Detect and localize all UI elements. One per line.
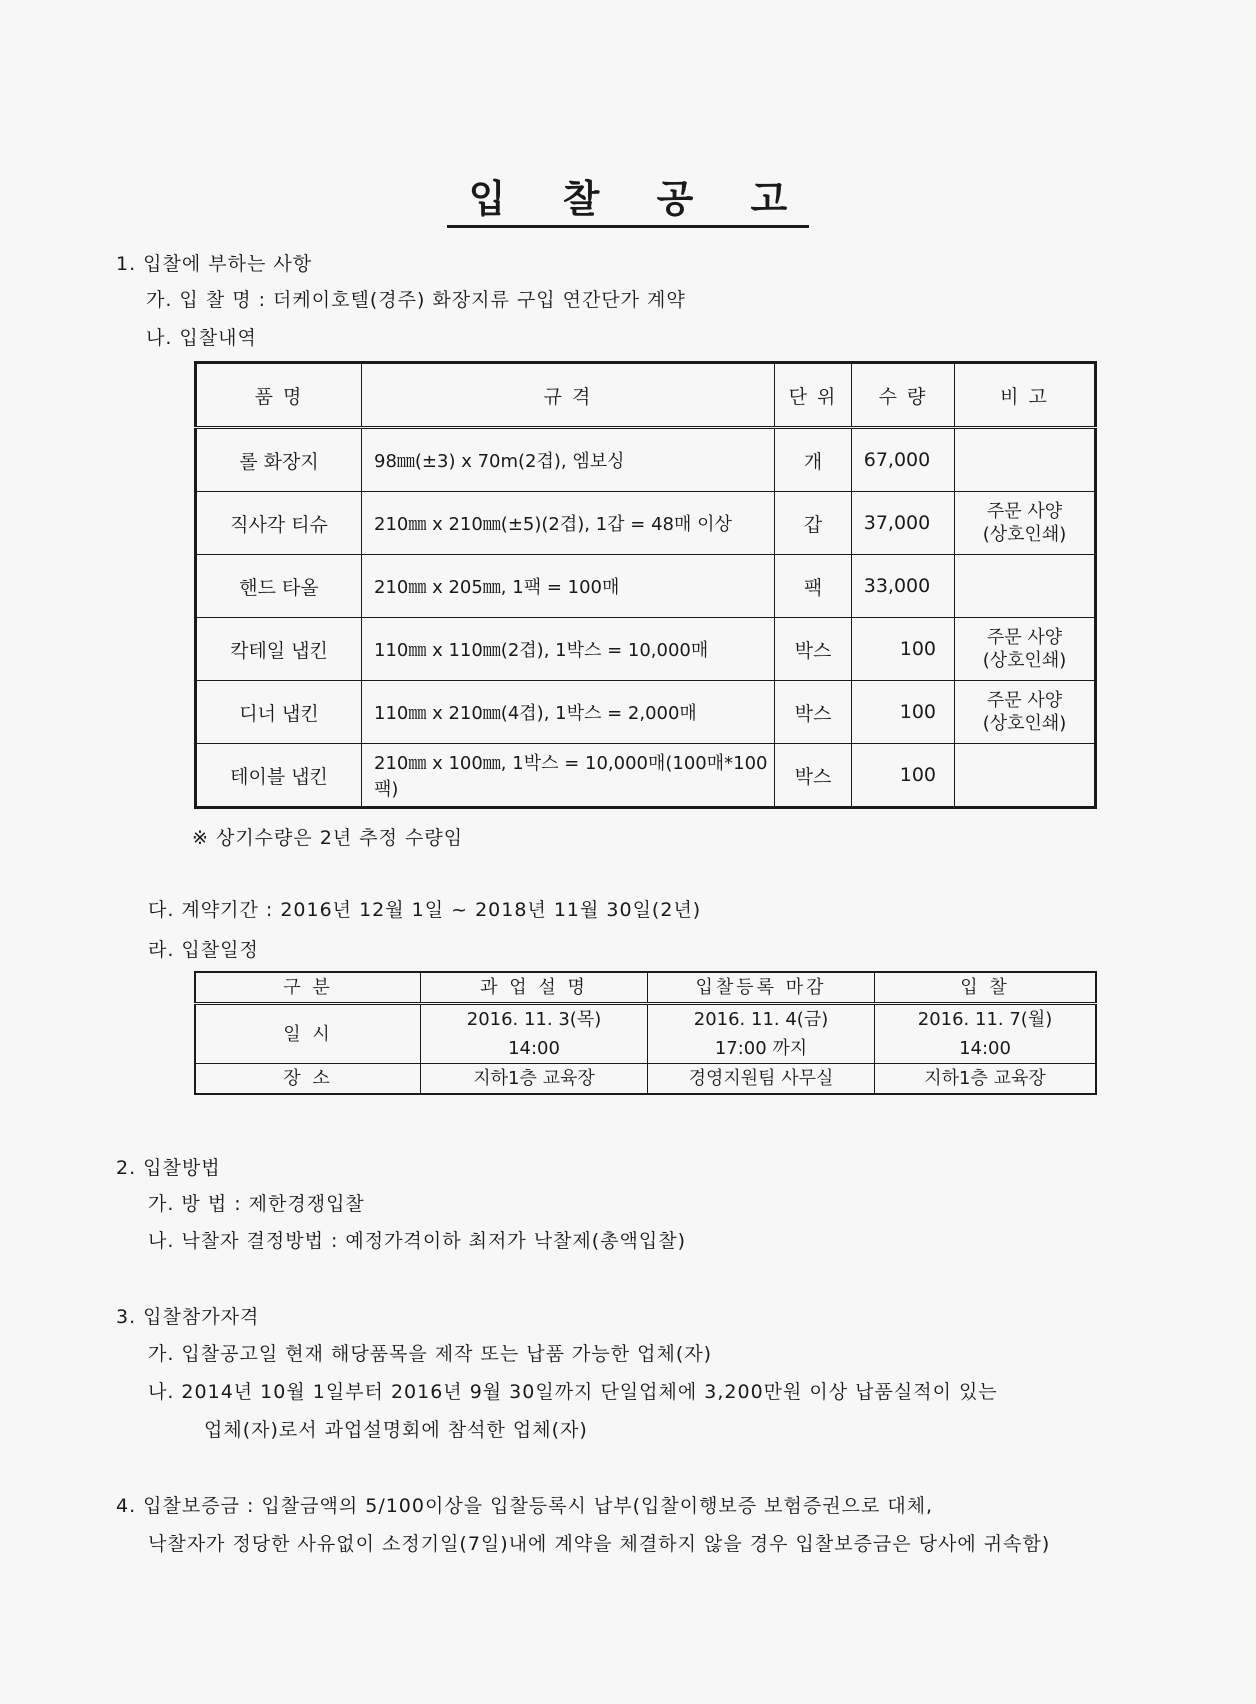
schedule-label: 라. 입찰일정 (148, 939, 259, 961)
item-qty: 100 (852, 618, 955, 681)
bid-details-label: 나. 입찰내역 (146, 327, 257, 349)
schedule-place-row (195, 1064, 1096, 1095)
item-note (955, 744, 1096, 808)
item-name: 테이블 냅킨 (196, 744, 362, 808)
item-qty: 37,000 (852, 492, 955, 555)
table-row (196, 681, 1096, 744)
schedule-time-label: 일 시 (195, 1004, 421, 1064)
schedule-header-category: 구 분 (195, 972, 421, 1004)
item-name: 롤 화장지 (196, 428, 362, 492)
deposit-line-1: 4. 입찰보증금 : 입찰금액의 5/100이상을 입찰등록시 납부(입찰이행보증 보험증권으로 대체, (116, 1495, 934, 1517)
qualification-line-3: 업체(자)로서 과업설명회에 참석한 업체(자) (204, 1419, 588, 1441)
item-qty: 67,000 (852, 428, 955, 492)
item-note (955, 428, 1096, 492)
item-note: 주문 사양 (상호인쇄) (955, 618, 1096, 681)
header-spec: 규 격 (362, 363, 775, 428)
item-spec: 210㎜ x 210㎜(±5)(2겹), 1갑 = 48매 이상 (362, 492, 775, 555)
item-unit: 박스 (775, 744, 852, 808)
item-note: 주문 사양 (상호인쇄) (955, 492, 1096, 555)
item-spec: 210㎜ x 100㎜, 1박스 = 10,000매(100매*100팩) (362, 744, 775, 808)
bid-name-line: 가. 입 찰 명 : 더케이호텔(경주) 화장지류 구입 연간단가 계약 (146, 289, 686, 311)
schedule-time-row (195, 1004, 1096, 1064)
item-spec: 98㎜(±3) x 70m(2겹), 엠보싱 (362, 428, 775, 492)
item-unit: 팩 (775, 555, 852, 618)
header-note: 비 고 (955, 363, 1096, 428)
table-row (196, 555, 1096, 618)
schedule-place-cell: 경영지원팀 사무실 (648, 1064, 875, 1095)
table-row (196, 492, 1096, 555)
table-row (196, 618, 1096, 681)
schedule-header-row (195, 972, 1096, 1004)
section3-heading: 3. 입찰참가자격 (116, 1306, 260, 1328)
bid-method-line: 가. 방 법 : 제한경쟁입찰 (148, 1193, 365, 1215)
item-name: 직사각 티슈 (196, 492, 362, 555)
item-unit: 갑 (775, 492, 852, 555)
document-title (0, 168, 1256, 223)
item-spec: 210㎜ x 205㎜, 1팩 = 100매 (362, 555, 775, 618)
section1-heading: 1. 입찰에 부하는 사항 (116, 253, 313, 275)
schedule-time-cell: 2016. 11. 7(월) 14:00 (875, 1004, 1097, 1064)
schedule-time-cell: 2016. 11. 3(목) 14:00 (421, 1004, 648, 1064)
schedule-place-label: 장 소 (195, 1064, 421, 1095)
item-name: 디너 냅킨 (196, 681, 362, 744)
item-spec: 110㎜ x 210㎜(4겹), 1박스 = 2,000매 (362, 681, 775, 744)
deposit-line-2: 낙찰자가 정당한 사유없이 소정기일(7일)내에 계약을 체결하지 않을 경우 입찰보증금은 당사에 귀속함) (148, 1533, 1051, 1555)
item-name: 칵테일 냅킨 (196, 618, 362, 681)
table-footnote: ※ 상기수량은 2년 추정 수량임 (192, 827, 464, 849)
header-qty: 수 량 (852, 363, 955, 428)
item-note: 주문 사양 (상호인쇄) (955, 681, 1096, 744)
table-row (196, 428, 1096, 492)
item-qty: 100 (852, 744, 955, 808)
item-qty: 33,000 (852, 555, 955, 618)
header-unit: 단 위 (775, 363, 852, 428)
schedule-header-registration: 입찰등록 마감 (648, 972, 875, 1004)
schedule-place-cell: 지하1층 교육장 (421, 1064, 648, 1095)
item-unit: 박스 (775, 681, 852, 744)
item-unit: 박스 (775, 618, 852, 681)
item-note (955, 555, 1096, 618)
item-spec: 110㎜ x 110㎜(2겹), 1박스 = 10,000매 (362, 618, 775, 681)
table-row (196, 744, 1096, 808)
qualification-line-2: 나. 2014년 10월 1일부터 2016년 9월 30일까지 단일업체에 3,200만원 이상 납품실적이 있는 (148, 1381, 998, 1403)
qualification-line-1: 가. 입찰공고일 현재 해당품목을 제작 또는 납품 가능한 업체(자) (148, 1343, 713, 1365)
item-unit: 개 (775, 428, 852, 492)
winner-decision-line: 나. 낙찰자 결정방법 : 예정가격이하 최저가 낙찰제(총액입찰) (148, 1230, 687, 1252)
schedule-header-bid: 입 찰 (875, 972, 1097, 1004)
bid-items-table (194, 361, 1097, 809)
item-qty: 100 (852, 681, 955, 744)
contract-period-line: 다. 계약기간 : 2016년 12월 1일 ~ 2018년 11월 30일(2년) (148, 899, 702, 921)
section2-heading: 2. 입찰방법 (116, 1157, 221, 1179)
table-header-row (196, 363, 1096, 428)
schedule-place-cell: 지하1층 교육장 (875, 1064, 1097, 1095)
schedule-time-cell: 2016. 11. 4(금) 17:00 까지 (648, 1004, 875, 1064)
header-item-name: 품 명 (196, 363, 362, 428)
title-text: 입 찰 공 고 (447, 177, 810, 228)
schedule-table (194, 971, 1097, 1095)
item-name: 핸드 타올 (196, 555, 362, 618)
schedule-header-briefing: 과 업 설 명 (421, 972, 648, 1004)
